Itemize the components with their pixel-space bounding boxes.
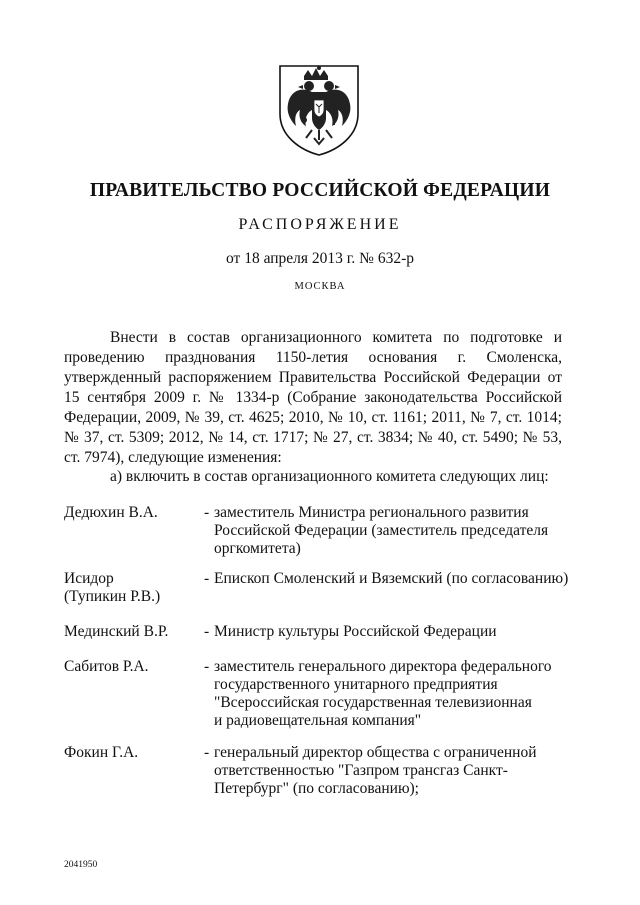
government-title: ПРАВИТЕЛЬСТВО РОССИЙСКОЙ ФЕДЕРАЦИИ [89, 180, 551, 201]
person-position: Министр культуры Российской Федерации [214, 623, 497, 640]
document-city: МОСКВА [294, 281, 346, 292]
entry-dash: - [204, 744, 210, 761]
entry-dash: - [204, 658, 210, 675]
intro-paragraph: Внести в состав организационного комитета по подготовке и проведению празднования 1150-летия основания г. Смоленска, утвержденный распоряжением Правительства Российской Федерации от 15 сентября 2009 г. № 1334-р (Собрание законодательства Российской Федерации, 2009, № 39, ст. 4625; 2010, № 10, ст. 1161; 2011, № 7, ст. 1014; № 37, ст. 5309; 2012, № 14, ст. 1717; № 27, ст. 3834; № 40, ст. 5490; № 53, ст. 7974), следующие изменения: [64, 329, 562, 466]
person-position: заместитель Министра регионального развития Российской Федерации (заместитель председателя оргкомитета) [214, 504, 549, 557]
document-code: 2041950 [64, 860, 98, 870]
person-name: Мединский В.Р. [64, 623, 169, 640]
person-name: Фокин Г.А. [64, 744, 139, 761]
person-position: Епископ Смоленский и Вяземский (по согласованию) [214, 570, 569, 587]
entry-dash: - [204, 570, 210, 587]
document-date-number: от 18 апреля 2013 г. № 632-р [226, 250, 414, 267]
person-position: заместитель генерального директора федерального государственного унитарного предприятия "Всероссийская государственная телевизионная и радиовещательная компания" [214, 658, 552, 729]
person-position: генеральный директор общества с ограниченной ответственностью "Газпром трансгаз Санкт- Петербург" (по согласованию); [214, 744, 537, 797]
person-name: Дедюхин В.А. [64, 504, 158, 521]
person-name: Сабитов Р.А. [64, 658, 149, 675]
person-name: Исидор (Тупикин Р.В.) [64, 570, 161, 605]
entry-dash: - [204, 623, 210, 640]
entry-dash: - [204, 504, 210, 521]
subparagraph-a: а) включить в состав организационного комитета следующих лиц: [110, 468, 549, 485]
russian-coat-of-arms-icon [276, 62, 362, 158]
document-type: РАСПОРЯЖЕНИЕ [238, 216, 402, 233]
